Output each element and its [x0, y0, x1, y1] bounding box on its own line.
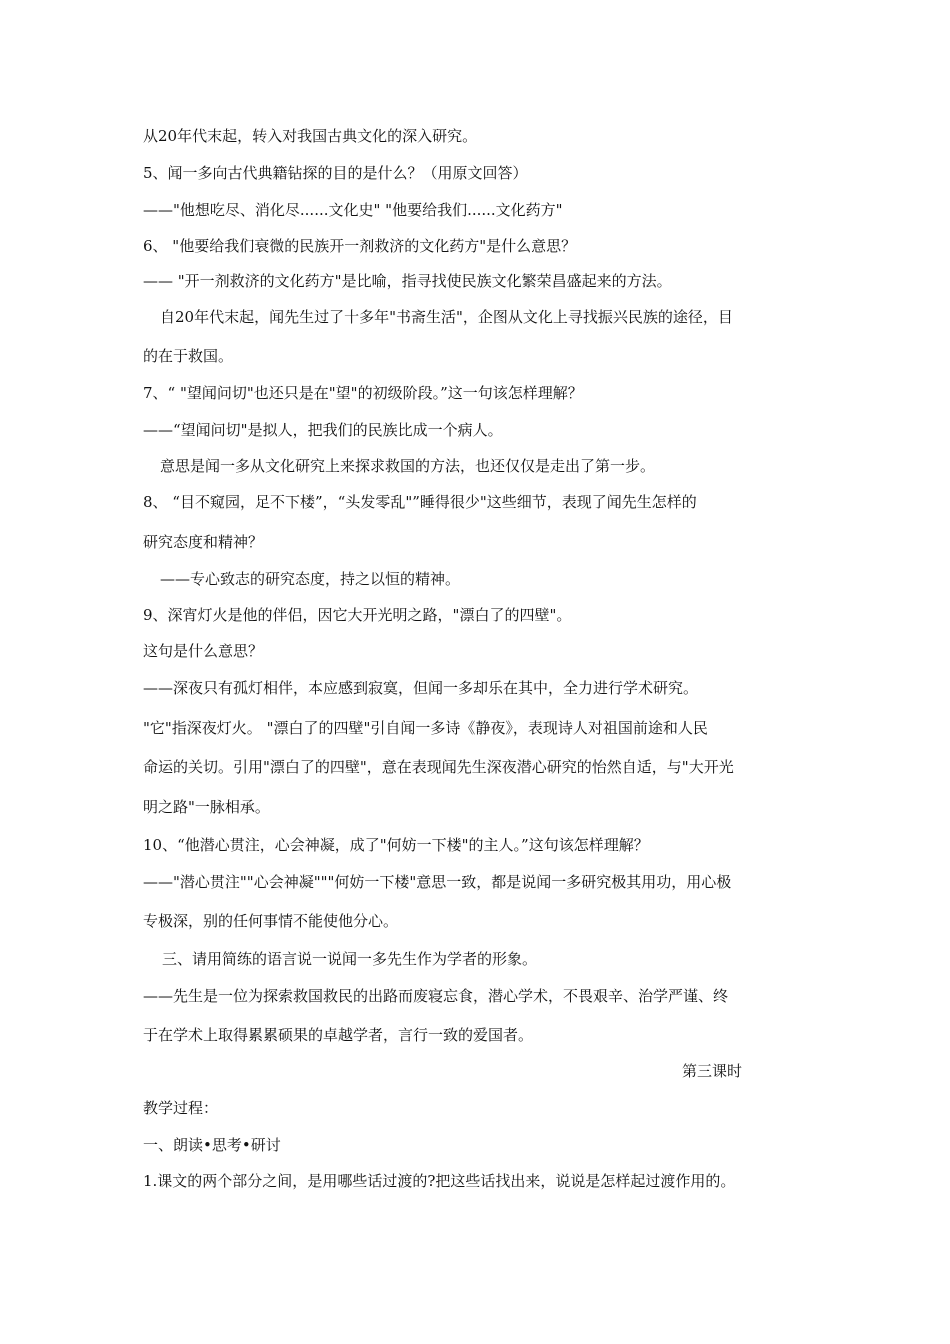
- text-line: 研究态度和精神？: [143, 533, 264, 551]
- text-line: 意思是闻一多从文化研究上来探求救国的方法，也还仅仅是走出了第一步。: [160, 457, 656, 475]
- answer-9: ——深夜只有孤灯相伴，本应感到寂寞，但闻一多却乐在其中，全力进行学术研究。: [143, 679, 699, 697]
- text-line: 从20年代末起，转入对我国古典文化的深入研究。: [143, 127, 478, 145]
- text-line: 的在于救国。: [143, 347, 234, 365]
- text-line: 自20年代末起，闻先生过了十多年"书斋生活"，企图从文化上寻找振兴民族的途径，目: [160, 308, 733, 326]
- question-10: 10、“他潜心贯注，心会神凝，成了"何妨一下楼"的主人。”这句该怎样理解？: [143, 836, 649, 854]
- question-1: 1.课文的两个部分之间，是用哪些话过渡的?把这些话找出来，说说是怎样起过渡作用的。: [143, 1172, 736, 1190]
- lesson-title: 第三课时: [682, 1062, 743, 1080]
- section-one-heading: 一、朗读•思考•研讨: [143, 1136, 281, 1154]
- answer-10: ——"潜心贯注""心会神凝"""何妨一下楼"意思一致，都是说闻一多研究极其用功，用心极: [143, 873, 732, 891]
- question-6: 6、 "他要给我们衰微的民族开一剂救济的文化药方"是什么意思？: [143, 237, 577, 255]
- answer-8: ——专心致志的研究态度，持之以恒的精神。: [160, 570, 461, 588]
- answer-section-three: ——先生是一位为探索救国救民的出路而废寝忘食，潜心学术，不畏艰辛、治学严谨、终: [143, 987, 729, 1005]
- answer-6: —— "开一剂救济的文化药方"是比喻，指寻找使民族文化繁荣昌盛起来的方法。: [143, 272, 672, 290]
- question-9: 9、深宵灯火是他的伴侣，因它大开光明之路，"漂白了的四壁"。: [143, 606, 572, 624]
- question-8: 8、 “目不窥园，足不下楼”，“头发零乱"”睡得很少"这些细节，表现了闻先生怎样的: [143, 493, 697, 511]
- question-5: 5、闻一多向古代典籍钻探的目的是什么？（用原文回答）: [143, 164, 528, 182]
- text-line: 这句是什么意思？: [143, 642, 264, 660]
- text-line: "它"指深夜灯火。 "漂白了的四壁"引自闻一多诗《静夜》，表现诗人对祖国前途和人民: [143, 719, 708, 737]
- answer-7: ——“望闻问切"是拟人，把我们的民族比成一个病人。: [143, 421, 503, 439]
- text-line: 明之路"一脉相承。: [143, 798, 270, 816]
- section-three-heading: 三、请用简练的语言说一说闻一多先生作为学者的形象。: [162, 950, 538, 968]
- text-line: 专极深，别的任何事情不能使他分心。: [143, 912, 399, 930]
- teaching-process-heading: 教学过程：: [143, 1099, 219, 1117]
- question-7: 7、“ "望闻问切"也还只是在"望"的初级阶段。”这一句该怎样理解？: [143, 384, 583, 402]
- text-line: 于在学术上取得累累硕果的卓越学者，言行一致的爱国者。: [143, 1026, 534, 1044]
- answer-5: ——"他想吃尽、消化尽......文化史" "他要给我们......文化药方": [143, 201, 563, 219]
- text-line: 命运的关切。引用"漂白了的四壁"，意在表现闻先生深夜潜心研究的怡然自适，与"大开光: [143, 758, 734, 776]
